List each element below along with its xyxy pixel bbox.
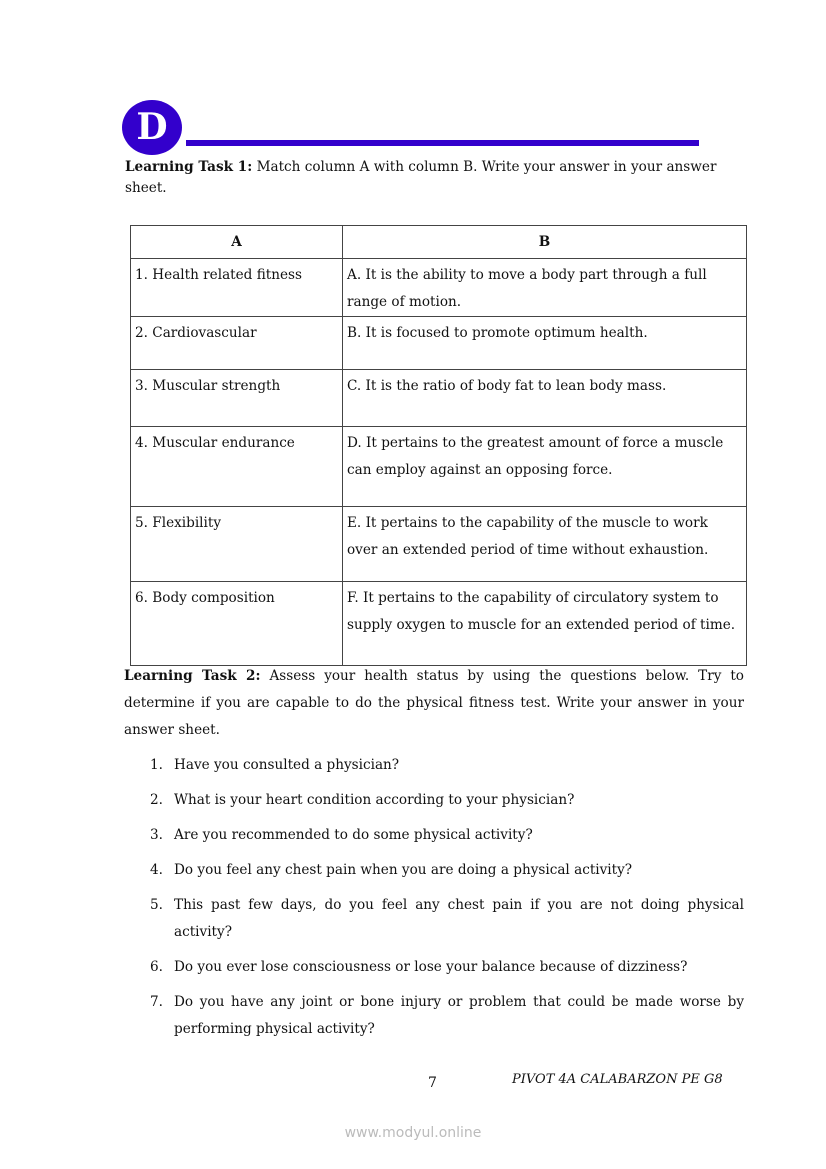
item-text: Are you recommended to do some physical activity?	[174, 827, 533, 843]
task1-label: Learning Task 1:	[125, 159, 253, 175]
item-number: 7.	[150, 994, 163, 1010]
section-divider	[186, 140, 699, 146]
item-number: 6.	[150, 959, 163, 975]
task2-instructions	[124, 663, 744, 744]
list-item	[150, 787, 744, 814]
matching-table	[130, 225, 747, 666]
series-footer: PIVOT 4A CALABARZON PE G8	[512, 1072, 723, 1087]
table-row	[131, 427, 747, 507]
cell-b: F. It pertains to the capability of circulatory system to supply oxygen to muscle for an extended period of time.	[343, 582, 747, 666]
item-text: Have you consulted a physician?	[174, 757, 400, 773]
section-badge: D	[122, 100, 182, 155]
item-number: 5.	[150, 897, 163, 913]
list-item	[150, 752, 744, 779]
cell-a: 6. Body composition	[131, 582, 343, 666]
cell-b: A. It is the ability to move a body part through a full range of motion.	[343, 259, 747, 317]
list-item	[150, 822, 744, 849]
cell-a: 5. Flexibility	[131, 507, 343, 582]
cell-a: 3. Muscular strength	[131, 370, 343, 427]
item-number: 2.	[150, 792, 163, 808]
column-a-header: A	[131, 226, 343, 259]
cell-a: 4. Muscular endurance	[131, 427, 343, 507]
table-row	[131, 259, 747, 317]
list-item	[150, 857, 744, 884]
task2-text: Assess your health status by using the questions below. Try to determine if you are capable to do the physical fitness test. Write your answer in your answer sheet.	[124, 668, 744, 738]
column-b-header: B	[343, 226, 747, 259]
list-item	[150, 954, 744, 981]
table-row	[131, 507, 747, 582]
cell-b: E. It pertains to the capability of the muscle to work over an extended period of time without exhaustion.	[343, 507, 747, 582]
table-row	[131, 582, 747, 666]
list-item	[150, 989, 744, 1043]
item-text: What is your heart condition according to your physician?	[174, 792, 575, 808]
item-text: Do you feel any chest pain when you are doing a physical activity?	[174, 862, 633, 878]
cell-b: B. It is focused to promote optimum health.	[343, 317, 747, 370]
item-number: 1.	[150, 757, 163, 773]
health-questions-list	[150, 752, 744, 1051]
page-number: 7	[428, 1075, 437, 1091]
cell-a: 2. Cardiovascular	[131, 317, 343, 370]
watermark-text: www.modyul.online	[344, 1125, 482, 1141]
cell-b: C. It is the ratio of body fat to lean body mass.	[343, 370, 747, 427]
item-text: Do you have any joint or bone injury or problem that could be made worse by performing physical activity?	[174, 994, 744, 1037]
cell-b: D. It pertains to the greatest amount of force a muscle can employ against an opposing force.	[343, 427, 747, 507]
cell-a: 1. Health related fitness	[131, 259, 343, 317]
task1-instructions	[125, 157, 745, 199]
item-number: 3.	[150, 827, 163, 843]
task2-label: Learning Task 2:	[124, 668, 261, 684]
task1-text: Match column A with column B. Write your answer in your answer sheet.	[125, 159, 717, 196]
item-text: Do you ever lose consciousness or lose your balance because of dizziness?	[174, 959, 688, 975]
table-row	[131, 317, 747, 370]
item-number: 4.	[150, 862, 163, 878]
table-row	[131, 370, 747, 427]
list-item	[150, 892, 744, 946]
table-header-row	[131, 226, 747, 259]
item-text: This past few days, do you feel any chest pain if you are not doing physical activity?	[174, 897, 744, 940]
